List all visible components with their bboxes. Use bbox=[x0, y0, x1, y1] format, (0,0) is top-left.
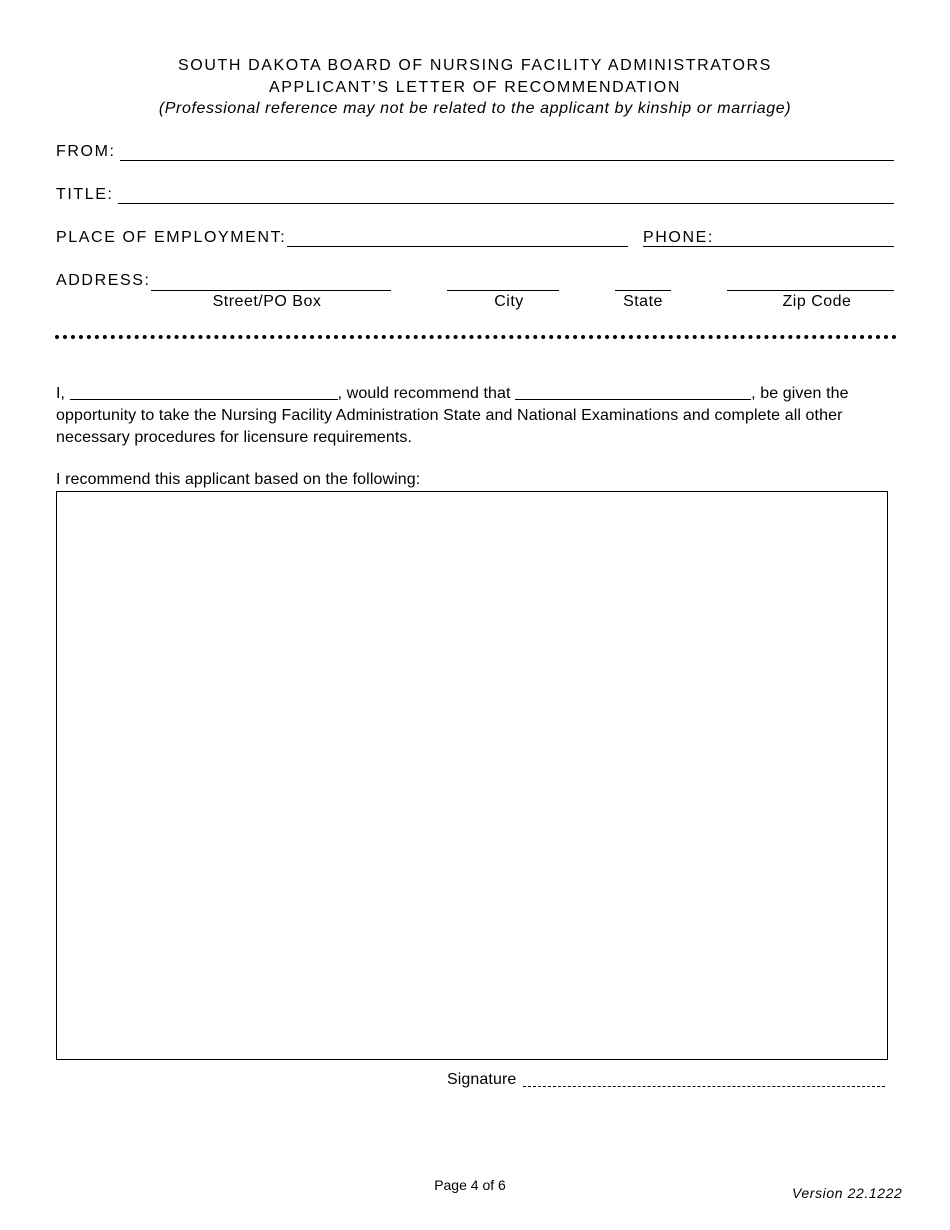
basis-label: I recommend this applicant based on the following: bbox=[56, 471, 421, 488]
city-caption: City bbox=[494, 293, 524, 310]
city-field[interactable] bbox=[447, 271, 559, 291]
zip-caption: Zip Code bbox=[782, 293, 852, 310]
recommender-name-blank[interactable] bbox=[70, 383, 338, 400]
applicant-name-blank[interactable] bbox=[515, 383, 751, 400]
address-label: ADDRESS: bbox=[56, 272, 151, 289]
phone-label: PHONE: bbox=[643, 229, 714, 246]
statement-line-3: necessary procedures for licensure requirements. bbox=[56, 429, 413, 446]
signature-line[interactable] bbox=[523, 1086, 885, 1087]
recommendation-basis-box bbox=[56, 491, 888, 1060]
statement-part-2: , would recommend that bbox=[337, 385, 516, 402]
employment-label: PLACE OF EMPLOYMENT: bbox=[56, 229, 287, 246]
title-label: TITLE: bbox=[56, 186, 114, 203]
recommendation-basis-textarea[interactable] bbox=[57, 492, 887, 1059]
form-subtitle: APPLICANT’S LETTER OF RECOMMENDATION bbox=[268, 79, 681, 96]
state-caption: State bbox=[623, 293, 663, 310]
version-label: Version 22.1222 bbox=[792, 1185, 903, 1201]
employment-field[interactable] bbox=[287, 227, 628, 247]
phone-field[interactable] bbox=[714, 227, 894, 247]
street-field[interactable] bbox=[151, 271, 391, 291]
page-number: Page 4 of 6 bbox=[434, 1177, 506, 1193]
from-label: FROM: bbox=[56, 143, 116, 160]
from-field[interactable] bbox=[120, 141, 894, 161]
recommendation-statement bbox=[56, 383, 916, 405]
statement-line-2: opportunity to take the Nursing Facility Administration State and National Examinations and complete all other bbox=[56, 407, 843, 424]
zip-field[interactable] bbox=[727, 271, 894, 291]
reference-note: (Professional reference may not be related to the applicant by kinship or marriage) bbox=[158, 100, 792, 117]
signature-label: Signature bbox=[447, 1071, 517, 1088]
statement-part-3: , be given the bbox=[751, 385, 849, 402]
title-field[interactable] bbox=[118, 184, 894, 204]
state-field[interactable] bbox=[615, 271, 671, 291]
street-caption: Street/PO Box bbox=[212, 293, 322, 310]
statement-part-1: I, bbox=[56, 385, 70, 402]
section-divider bbox=[55, 335, 897, 339]
form-title: SOUTH DAKOTA BOARD OF NURSING FACILITY ADMINISTRATORS bbox=[178, 57, 772, 74]
